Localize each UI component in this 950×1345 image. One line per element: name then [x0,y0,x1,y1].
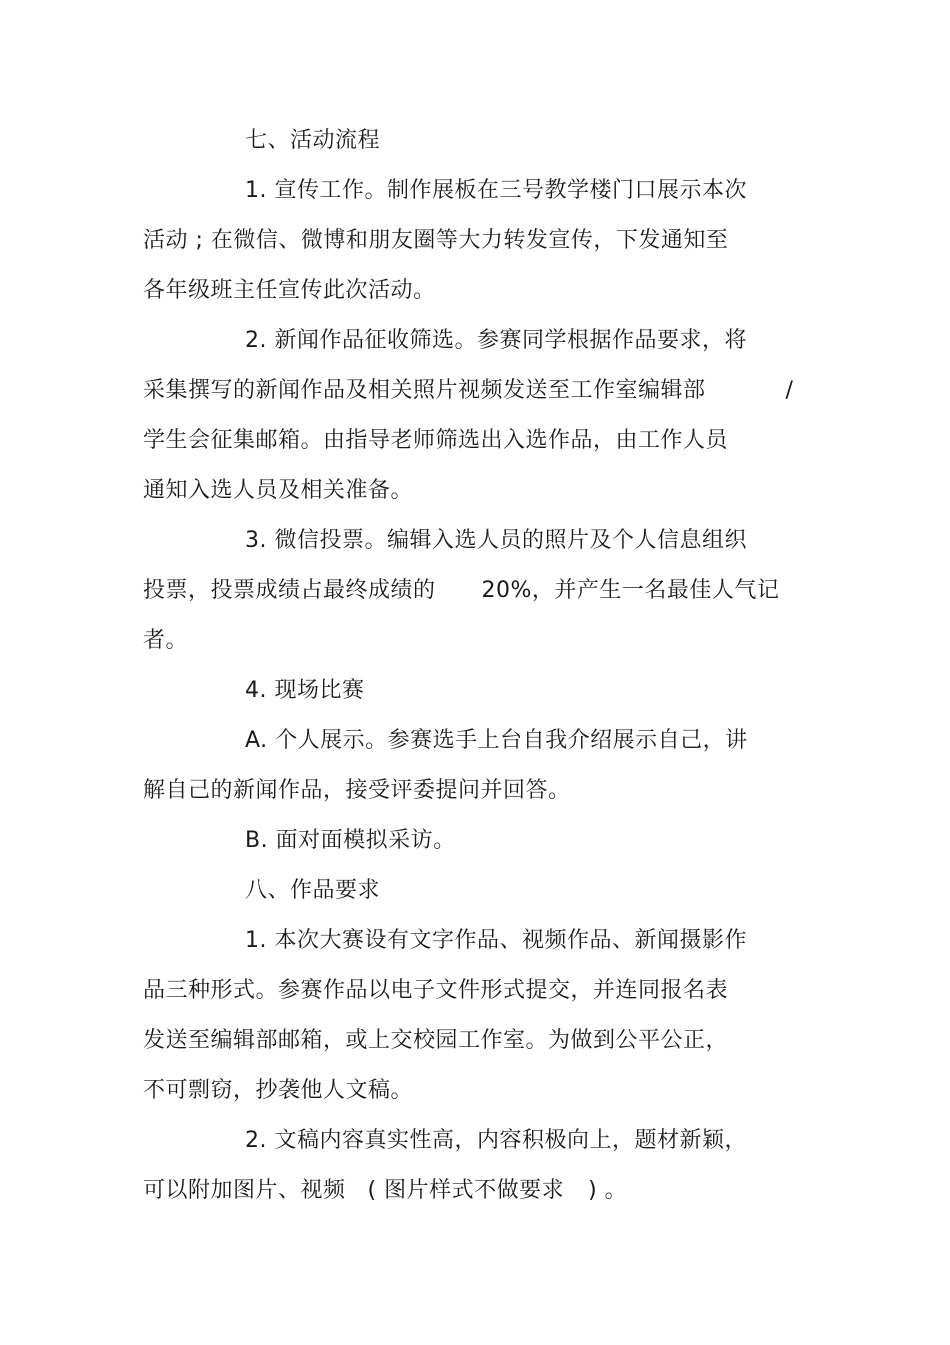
requirement-2-line-2 [143,1176,627,1206]
requirement-1-line-1: 1. 本次大赛设有文字作品、视频作品、新闻摄影作 [245,928,747,953]
paragraph-b-line-1: B. 面对面模拟采访。 [245,828,456,853]
section-8-heading: 八、作品要求 [245,878,381,903]
paragraph-2-line-2-text: 采集撰写的新闻作品及相关照片视频发送至工作室编辑部 [143,378,706,403]
paragraph-2-line-3: 学生会征集邮箱。由指导老师筛选出入选作品，由工作人员 [143,428,729,453]
requirement-2-line-2-text-c: ) 。 [588,1178,628,1203]
paragraph-4-heading: 4. 现场比赛 [245,678,365,703]
paragraph-3-line-1: 3. 微信投票。编辑入选人员的照片及个人信息组织 [245,528,747,553]
paragraph-1-line-2: 活动 ; 在微信、微博和朋友圈等大力转发宣传，下发通知至 [143,228,729,253]
paragraph-3-line-2 [143,576,779,606]
paragraph-3-line-2-text-b: 20%，并产生一名最佳人气记 [481,578,780,603]
paragraph-a-line-1: A. 个人展示。参赛选手上台自我介绍展示自己，讲 [245,728,748,753]
requirement-1-line-3: 发送至编辑部邮箱，或上交校园工作室。为做到公平公正， [143,1028,729,1053]
requirement-2-line-2-text-b: ( 图片样式不做要求 [367,1178,565,1203]
paragraph-2-line-4: 通知入选人员及相关准备。 [143,478,414,503]
paragraph-2-line-2 [143,376,793,406]
paragraph-3-line-2-text-a: 投票，投票成绩占最终成绩的 [143,578,436,603]
paragraph-2-slash: / [785,378,794,403]
paragraph-1-line-3: 各年级班主任宣传此次活动。 [143,278,436,303]
paragraph-2-line-1: 2. 新闻作品征收筛选。参赛同学根据作品要求，将 [245,328,747,353]
requirement-2-line-2-text-a: 可以附加图片、视频 [143,1178,346,1203]
section-7-heading: 七、活动流程 [245,128,381,153]
paragraph-3-line-3: 者。 [143,628,189,653]
requirement-1-line-4: 不可剽窃，抄袭他人文稿。 [143,1078,414,1103]
paragraph-1-line-1: 1. 宣传工作。制作展板在三号教学楼门口展示本次 [245,178,747,203]
paragraph-a-line-2: 解自己的新闻作品，接受评委提问并回答。 [143,778,571,803]
requirement-1-line-2: 品三种形式。参赛作品以电子文件形式提交，并连同报名表 [143,978,729,1003]
requirement-2-line-1: 2. 文稿内容真实性高，内容积极向上，题材新颖， [245,1128,747,1153]
